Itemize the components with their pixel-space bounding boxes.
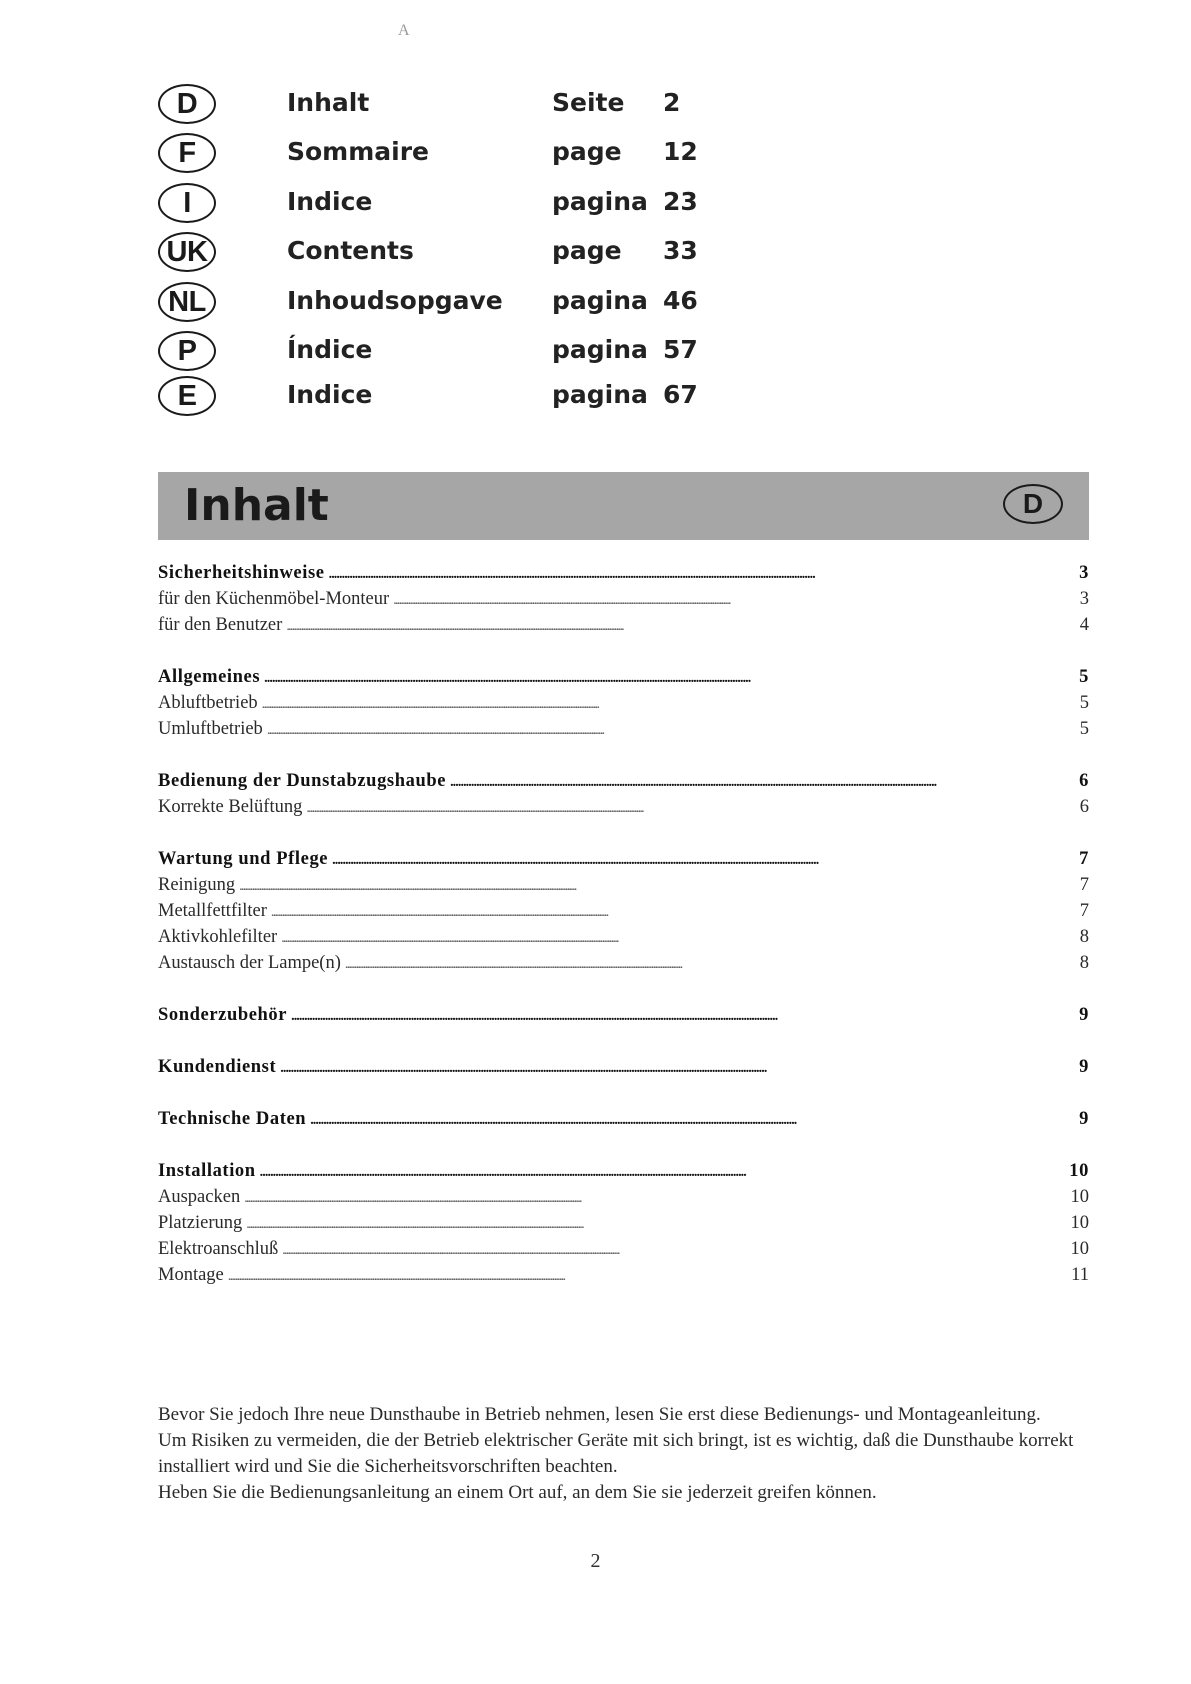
toc-label: Metallfettfilter	[158, 901, 267, 921]
language-title: Inhoudsopgave	[287, 286, 503, 315]
toc-page-number: 3	[1079, 589, 1089, 609]
toc-entry[interactable]	[158, 1265, 1089, 1289]
toc-label: Austausch der Lampe(n)	[158, 953, 341, 973]
page-number: 2	[590, 1550, 601, 1572]
toc-entry[interactable]	[158, 589, 1089, 613]
toc-page-number: 10	[1069, 1161, 1089, 1181]
toc-page-number: 10	[1070, 1239, 1089, 1259]
language-row-uk[interactable]	[158, 230, 718, 276]
toc-label: Installation	[158, 1161, 256, 1181]
language-page-number: 46	[663, 286, 698, 315]
toc-label: Korrekte Belüftung	[158, 797, 303, 817]
toc-leader	[345, 953, 1076, 974]
language-row-d[interactable]	[158, 82, 718, 128]
toc-page-number: 4	[1079, 615, 1089, 635]
toc-entry[interactable]	[158, 927, 1089, 951]
toc-page-number: 5	[1079, 719, 1089, 739]
toc-leader	[282, 1239, 1066, 1260]
toc-leader	[332, 849, 1075, 870]
toc-entry[interactable]	[158, 1187, 1089, 1211]
language-page-word: pagina	[552, 335, 648, 364]
language-badge: UK	[158, 232, 216, 272]
language-title: Indice	[287, 380, 373, 409]
language-row-e[interactable]	[158, 374, 718, 420]
toc-leader	[228, 1265, 1067, 1286]
toc-leader	[393, 589, 1076, 610]
toc-page-number: 7	[1079, 875, 1089, 895]
toc-label: Aktivkohlefilter	[158, 927, 278, 947]
toc-page-number: 8	[1079, 953, 1089, 973]
toc-entry-main[interactable]	[158, 849, 1089, 873]
toc-leader	[246, 1213, 1066, 1234]
toc-leader	[329, 563, 1076, 584]
toc-label: für den Benutzer	[158, 615, 283, 635]
toc-page-number: 9	[1079, 1005, 1089, 1025]
toc-label: Abluftbetrieb	[158, 693, 258, 713]
toc-leader	[291, 1005, 1075, 1026]
toc-label: Elektroanschluß	[158, 1239, 279, 1259]
toc-entry[interactable]	[158, 693, 1089, 717]
intro-paragraph: Heben Sie die Bedienungsanleitung an einem Ort auf, an dem Sie sie jederzeit greifen können.	[158, 1482, 877, 1503]
toc-label: Umluftbetrieb	[158, 719, 263, 739]
language-badge: D	[158, 84, 216, 124]
toc-entry[interactable]	[158, 901, 1089, 925]
toc-page-number: 7	[1079, 849, 1089, 869]
language-page-number: 12	[663, 137, 698, 166]
toc-page-number: 5	[1079, 693, 1089, 713]
language-page-word: page	[552, 236, 622, 265]
toc-entry[interactable]	[158, 797, 1089, 821]
toc-entry[interactable]	[158, 1239, 1089, 1263]
toc-entry-main[interactable]	[158, 1005, 1089, 1029]
language-page-number: 67	[663, 380, 698, 409]
language-row-i[interactable]	[158, 181, 718, 227]
language-title: Inhalt	[287, 88, 370, 117]
language-badge: NL	[158, 282, 216, 322]
toc-leader	[286, 615, 1075, 636]
toc-label: Sicherheitshinweise	[158, 563, 325, 583]
toc-entry[interactable]	[158, 875, 1089, 899]
toc-page-number: 10	[1070, 1213, 1089, 1233]
language-title: Contents	[287, 236, 414, 265]
language-badge: I	[158, 183, 216, 223]
toc-leader	[264, 667, 1075, 688]
language-page-number: 33	[663, 236, 698, 265]
language-page-word: page	[552, 137, 622, 166]
language-title: Sommaire	[287, 137, 430, 166]
intro-paragraph: Um Risiken zu vermeiden, die der Betrieb elektrischer Geräte mit sich bringt, ist es wichtig, daß die Dunsthaube korrekt installiert wird und Sie die Sicherheitsvorschriften beachten.	[158, 1430, 1074, 1477]
header-mark: A	[398, 22, 410, 39]
toc-page-number: 5	[1079, 667, 1089, 687]
toc-leader	[280, 1057, 1075, 1078]
toc-entry-main[interactable]	[158, 667, 1089, 691]
language-page-number: 57	[663, 335, 698, 364]
intro-text	[158, 1402, 1088, 1506]
toc-page-number: 8	[1079, 927, 1089, 947]
toc-page-number: 7	[1079, 901, 1089, 921]
toc-entry-main[interactable]	[158, 771, 1089, 795]
language-row-p[interactable]	[158, 329, 718, 375]
toc-page-number: 11	[1071, 1265, 1089, 1285]
toc-label: Auspacken	[158, 1187, 241, 1207]
toc-label: Kundendienst	[158, 1057, 277, 1077]
toc-entry[interactable]	[158, 615, 1089, 639]
language-badge: E	[158, 376, 216, 416]
language-row-nl[interactable]	[158, 280, 718, 326]
language-badge: D	[1003, 484, 1063, 524]
toc-leader	[271, 901, 1076, 922]
toc-entry[interactable]	[158, 1213, 1089, 1237]
toc-label: Wartung und Pflege	[158, 849, 329, 869]
toc-entry[interactable]	[158, 719, 1089, 743]
toc-page-number: 10	[1070, 1187, 1089, 1207]
toc-label: Allgemeines	[158, 667, 261, 687]
language-page-number: 2	[663, 88, 681, 117]
language-badge: F	[158, 133, 216, 173]
toc-entry-main[interactable]	[158, 1161, 1089, 1185]
toc-label: Technische Daten	[158, 1109, 307, 1129]
language-title: Indice	[287, 187, 373, 216]
toc-page-number: 6	[1079, 797, 1089, 817]
toc-leader	[260, 1161, 1066, 1182]
language-page-word: Seite	[552, 88, 625, 117]
toc-leader	[262, 693, 1076, 714]
toc-leader	[310, 1109, 1075, 1130]
language-page-word: pagina	[552, 286, 648, 315]
language-badge: P	[158, 331, 216, 371]
toc-leader	[450, 771, 1075, 792]
section-title: Inhalt	[184, 480, 329, 531]
language-row-f[interactable]	[158, 131, 718, 177]
intro-paragraph: Bevor Sie jedoch Ihre neue Dunsthaube in Betrieb nehmen, lesen Sie erst diese Bedienungs- und Montageanleitung.	[158, 1404, 1041, 1425]
toc-label: Reinigung	[158, 875, 236, 895]
toc-entry-main[interactable]	[158, 1109, 1089, 1133]
toc-leader	[267, 719, 1076, 740]
toc-label: Montage	[158, 1265, 224, 1285]
toc-label: Bedienung der Dunstabzugshaube	[158, 771, 447, 791]
toc-label: für den Küchenmöbel-Monteur	[158, 589, 390, 609]
toc-leader	[244, 1187, 1066, 1208]
language-page-number: 23	[663, 187, 698, 216]
toc-page-number: 6	[1079, 771, 1089, 791]
language-page-word: pagina	[552, 187, 648, 216]
toc-entry-main[interactable]	[158, 563, 1089, 587]
section-banner	[158, 472, 1089, 540]
toc-leader	[306, 797, 1075, 818]
toc-page-number: 3	[1079, 563, 1089, 583]
toc-entry-main[interactable]	[158, 1057, 1089, 1081]
toc-label: Sonderzubehör	[158, 1005, 288, 1025]
toc-page-number: 9	[1079, 1057, 1089, 1077]
toc-entry[interactable]	[158, 953, 1089, 977]
toc-page-number: 9	[1079, 1109, 1089, 1129]
language-page-word: pagina	[552, 380, 648, 409]
toc-leader	[239, 875, 1076, 896]
toc-label: Platzierung	[158, 1213, 243, 1233]
language-title: Índice	[287, 335, 373, 364]
toc-leader	[281, 927, 1076, 948]
